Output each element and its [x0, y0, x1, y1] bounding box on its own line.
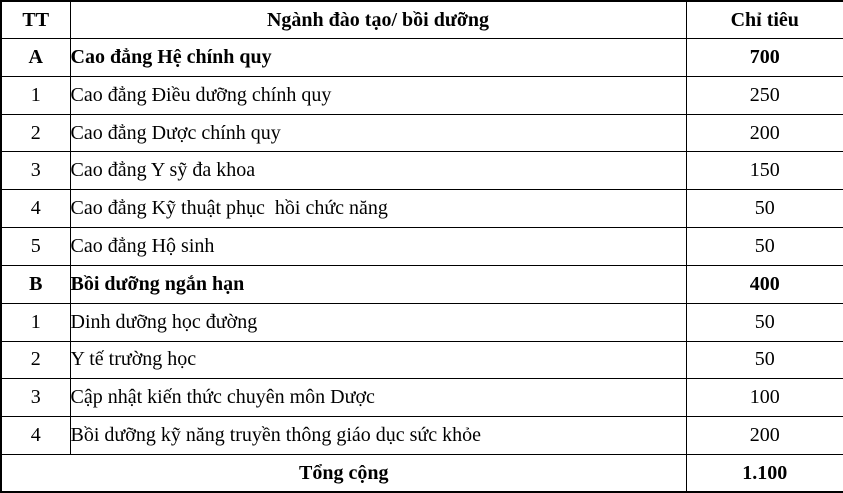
name-cell: Cao đẳng Kỹ thuật phục hồi chức năng	[70, 190, 686, 228]
header-quota: Chỉ tiêu	[686, 1, 843, 39]
quota-cell: 50	[686, 190, 843, 228]
header-tt: TT	[1, 1, 70, 39]
table-row	[1, 265, 843, 303]
name-cell: Cập nhật kiến thức chuyên môn Dược	[70, 379, 686, 417]
tt-cell: 3	[1, 152, 70, 190]
quota-cell: 200	[686, 417, 843, 455]
quota-cell: 100	[686, 379, 843, 417]
table-body	[1, 39, 843, 455]
name-cell: Cao đẳng Điều dưỡng chính quy	[70, 76, 686, 114]
tt-cell: 2	[1, 114, 70, 152]
name-cell: Cao đẳng Y sỹ đa khoa	[70, 152, 686, 190]
header-row	[1, 1, 843, 39]
tt-cell: 2	[1, 341, 70, 379]
table-row	[1, 228, 843, 266]
tt-cell: 5	[1, 228, 70, 266]
tt-cell: 3	[1, 379, 70, 417]
quota-cell: 700	[686, 39, 843, 77]
header-name: Ngành đào tạo/ bồi dưỡng	[70, 1, 686, 39]
name-cell: Dinh dưỡng học đường	[70, 303, 686, 341]
table-row	[1, 39, 843, 77]
name-cell: Y tế trường học	[70, 341, 686, 379]
tt-cell: 1	[1, 303, 70, 341]
table-header	[1, 1, 843, 39]
quota-cell: 250	[686, 76, 843, 114]
name-cell: Cao đẳng Dược chính quy	[70, 114, 686, 152]
table-row	[1, 76, 843, 114]
quota-cell: 400	[686, 265, 843, 303]
quota-cell: 200	[686, 114, 843, 152]
name-cell: Bồi dưỡng ngắn hạn	[70, 265, 686, 303]
name-cell: Cao đẳng Hệ chính quy	[70, 39, 686, 77]
table-row	[1, 114, 843, 152]
table-row	[1, 417, 843, 455]
total-value: 1.100	[686, 455, 843, 493]
quota-cell: 50	[686, 303, 843, 341]
table-row	[1, 341, 843, 379]
quota-cell: 50	[686, 228, 843, 266]
tt-cell: B	[1, 265, 70, 303]
table-row	[1, 379, 843, 417]
name-cell: Bồi dưỡng kỹ năng truyền thông giáo dục sức khỏe	[70, 417, 686, 455]
tt-cell: 4	[1, 417, 70, 455]
total-row	[1, 455, 843, 493]
quota-cell: 50	[686, 341, 843, 379]
quota-cell: 150	[686, 152, 843, 190]
table-row	[1, 152, 843, 190]
table-row	[1, 190, 843, 228]
table-footer	[1, 455, 843, 493]
tt-cell: A	[1, 39, 70, 77]
tt-cell: 4	[1, 190, 70, 228]
total-label: Tổng cộng	[1, 455, 686, 493]
tt-cell: 1	[1, 76, 70, 114]
table-row	[1, 303, 843, 341]
name-cell: Cao đẳng Hộ sinh	[70, 228, 686, 266]
